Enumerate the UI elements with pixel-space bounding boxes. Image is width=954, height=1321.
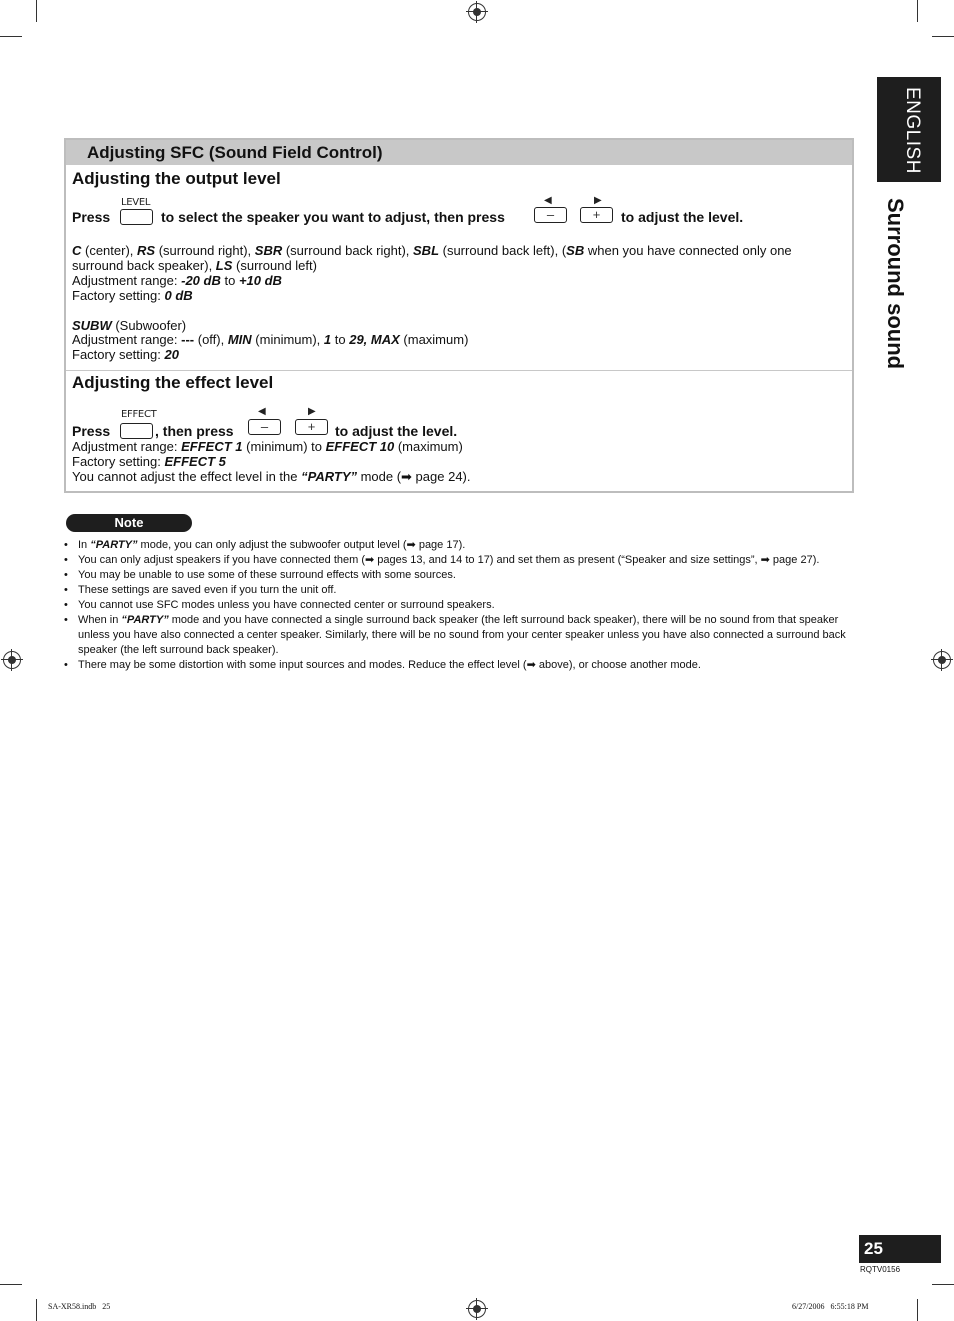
crop-mark xyxy=(36,1299,37,1321)
output-factory: Factory setting: 0 dB xyxy=(72,288,193,303)
list-item: • You cannot use SFC modes unless you have connected center or surround speakers. xyxy=(62,598,858,613)
subw-factory: Factory setting: 20 xyxy=(72,347,179,362)
list-item: • In “PARTY” mode, you can only adjust the subwoofer output level (➡ page 17). xyxy=(62,538,858,553)
effect-button-label: EFFECT xyxy=(121,409,157,420)
subw-range: Adjustment range: --- (off), MIN (minimum), 1 to 29, MAX (maximum) xyxy=(72,332,469,347)
sfc-box-header xyxy=(66,140,852,165)
registration-mark-icon xyxy=(468,1300,486,1318)
minus-button[interactable]: – xyxy=(248,419,281,435)
crop-mark xyxy=(0,36,22,37)
crop-mark xyxy=(932,1284,954,1285)
output-instr-end: to adjust the level. xyxy=(621,209,744,225)
section-divider xyxy=(66,370,852,371)
effect-range: Adjustment range: EFFECT 1 (minimum) to EFFECT 10 (maximum) xyxy=(72,439,463,454)
output-instr-mid: to select the speaker you want to adjust, then press xyxy=(161,209,505,225)
sfc-box xyxy=(64,138,854,493)
page-number: 25 xyxy=(864,1239,883,1258)
crop-mark xyxy=(917,1299,918,1321)
note-badge xyxy=(66,514,192,532)
effect-level-heading: Adjusting the effect level xyxy=(72,373,274,392)
list-item: • You can only adjust speakers if you have connected them (➡ pages 13, and 14 to 17) and set them as present (“Speaker and size settings”, ➡ page 27). xyxy=(62,553,858,568)
crop-mark xyxy=(917,0,918,22)
list-item: • When in “PARTY” mode and you have connected a single surround back speaker (the left surround back speaker), there will be no sound from that speaker unless you have also connected a center speaker. Similarly, there will be no sound from your center speaker unless you have also connected a surround back speaker (the left surround back speaker). xyxy=(62,613,858,658)
effect-party-note: You cannot adjust the effect level in the “PARTY” mode (➡ page 24). xyxy=(72,469,471,484)
footer-timestamp: 6/27/2006 6:55:18 PM xyxy=(792,1302,869,1311)
right-arrow-icon: ▶ xyxy=(308,406,316,417)
output-range: Adjustment range: -20 dB to +10 dB xyxy=(72,273,282,288)
speaker-list-line1: C (center), RS (surround right), SBR (surround back right), SBL (surround back left), (SB when you have connected only one xyxy=(72,243,792,258)
level-button[interactable] xyxy=(120,209,153,225)
speaker-list-line2: surround back speaker), LS (surround left) xyxy=(72,258,317,273)
note-list xyxy=(62,538,858,673)
crop-mark xyxy=(932,36,954,37)
sfc-box-title: Adjusting SFC (Sound Field Control) xyxy=(87,143,383,162)
level-button-label: LEVEL xyxy=(121,197,151,208)
right-arrow-icon: ▶ xyxy=(594,195,602,206)
section-title: Surround sound xyxy=(883,198,908,370)
output-instr-press: Press xyxy=(72,209,111,225)
registration-mark-icon xyxy=(468,3,486,21)
left-arrow-icon: ◀ xyxy=(258,406,266,417)
plus-button[interactable]: + xyxy=(295,419,328,435)
list-item: • You may be unable to use some of these surround effects with some sources. xyxy=(62,568,858,583)
list-item: • These settings are saved even if you turn the unit off. xyxy=(62,583,858,598)
subw-line: SUBW (Subwoofer) xyxy=(72,318,187,333)
output-level-heading: Adjusting the output level xyxy=(72,169,281,188)
list-item: • There may be some distortion with some input sources and modes. Reduce the effect level (➡ above), or choose another mode. xyxy=(62,658,858,673)
language-tab xyxy=(877,77,941,182)
page-number-box xyxy=(859,1235,941,1263)
crop-mark xyxy=(36,0,37,22)
plus-button[interactable]: + xyxy=(580,207,613,223)
effect-factory: Factory setting: EFFECT 5 xyxy=(72,454,226,469)
effect-instr-mid: , then press xyxy=(155,423,234,439)
effect-instr-press: Press xyxy=(72,423,111,439)
registration-mark-icon xyxy=(933,651,951,669)
left-arrow-icon: ◀ xyxy=(544,195,552,206)
effect-button[interactable] xyxy=(120,423,153,439)
product-code: RQTV0156 xyxy=(860,1265,901,1274)
language-label: ENGLISH xyxy=(902,87,923,174)
note-label: Note xyxy=(114,515,144,530)
crop-mark xyxy=(0,1284,22,1285)
minus-button[interactable]: – xyxy=(534,207,567,223)
registration-mark-icon xyxy=(3,651,21,669)
effect-instr-end: to adjust the level. xyxy=(335,423,458,439)
footer-file: SA-XR58.indb 25 xyxy=(48,1302,111,1311)
